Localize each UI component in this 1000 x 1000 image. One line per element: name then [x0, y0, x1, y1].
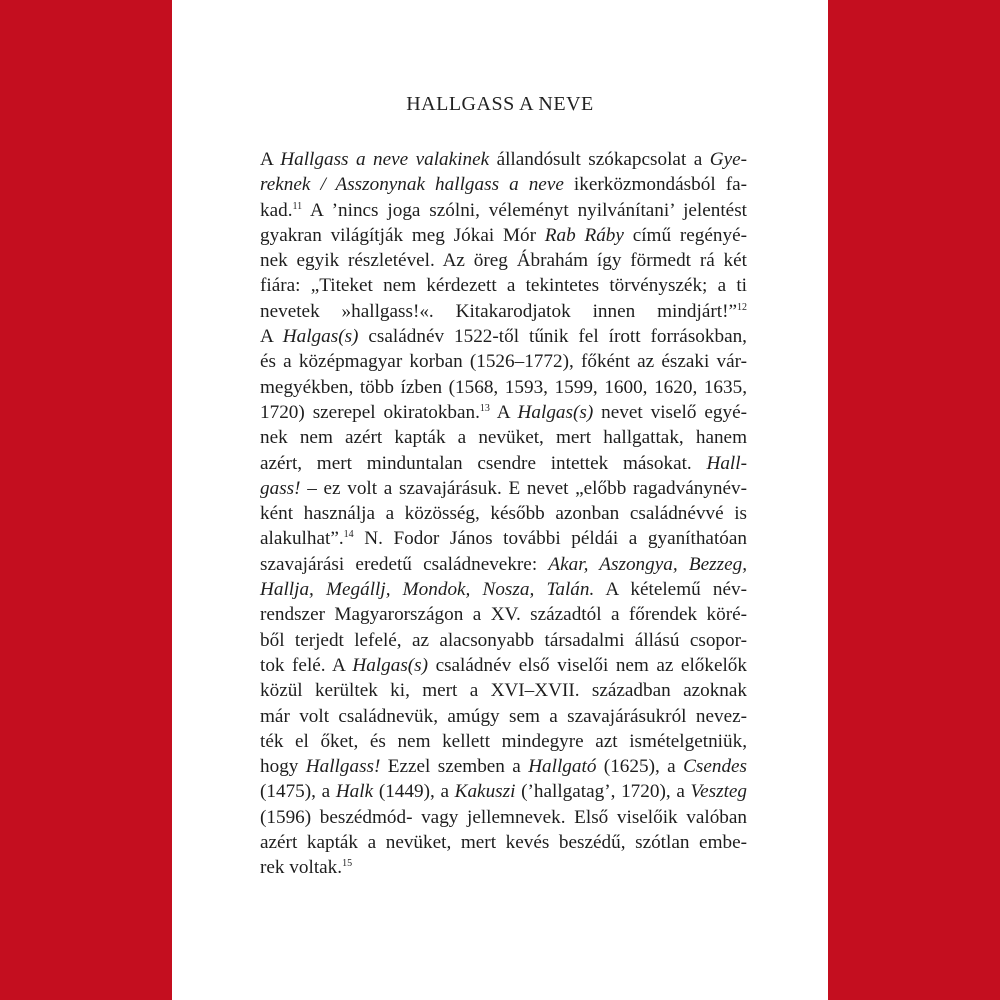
text-run: (’hallgatag’, 1720), a — [515, 781, 691, 803]
italic-text: Csendes — [683, 756, 748, 778]
text-line — [260, 552, 747, 577]
text-line — [260, 273, 747, 298]
text-line — [260, 729, 747, 754]
italic-text: Halgas(s) — [352, 654, 429, 676]
text-line — [260, 147, 747, 172]
text-line — [260, 349, 747, 374]
text-run: és a középmagyar korban (1526–1772), főként az északi vár- — [260, 351, 747, 373]
text-run: (1625), a — [596, 756, 684, 778]
text-run: A — [489, 401, 518, 423]
text-line — [260, 375, 747, 400]
italic-text: Hallgass a neve valakinek — [280, 149, 490, 170]
italic-text: Gye- — [709, 149, 747, 170]
text-run: gyakran világítják meg Jókai Mór — [260, 224, 545, 246]
text-run: (1449), a — [373, 781, 455, 803]
text-line — [260, 628, 747, 653]
text-run: ként használja a közösség, később azonban családnévvé is — [260, 503, 747, 525]
footnote-ref: 14 — [343, 529, 354, 541]
footnote-ref: 11 — [292, 200, 303, 212]
italic-text: Halgas(s) — [282, 326, 359, 348]
italic-text: Veszteg — [690, 781, 748, 803]
text-run: családnév első viselői nem az előkelők — [428, 654, 747, 676]
text-line — [260, 451, 747, 476]
text-line — [260, 830, 747, 855]
text-run: fiára: „Titeket nem kérdezett a tekintetes törvényszék; a ti — [260, 275, 747, 297]
footnote-ref: 13 — [479, 402, 490, 414]
text-run: rendszer Magyarországon a XV. századtól a főrendek köré- — [260, 604, 747, 626]
chapter-heading: HALLGASS A NEVE — [406, 93, 594, 115]
text-run: A — [260, 149, 281, 170]
text-run: azért kapták a nevüket, mert kevés beszédű, szótlan embe- — [260, 832, 747, 854]
text-run: azért, mert minduntalan csendre intettek másokat. — [260, 452, 707, 474]
text-run: Ezzel szemben a — [380, 756, 529, 778]
text-line — [260, 577, 747, 602]
text-run: A — [260, 326, 283, 348]
italic-text: Hallgass! — [305, 756, 381, 778]
italic-text: Rab Ráby — [544, 224, 624, 246]
text-line — [260, 704, 747, 729]
text-line — [260, 299, 747, 324]
italic-text: Hallja, Megállj, Mondok, Nosza, Talán. — [260, 579, 595, 601]
text-run: N. Fodor János további példái a gyaníthatóan — [353, 528, 747, 550]
text-line — [260, 855, 747, 880]
text-run: ből terjedt lefelé, az alacsonyabb társadalmi állású csopor- — [260, 629, 747, 651]
text-line — [260, 400, 747, 425]
text-run: nevet viselő egyé- — [593, 401, 747, 423]
text-line — [260, 678, 747, 703]
italic-text: gass! — [260, 477, 301, 499]
footnote-ref: 12 — [737, 301, 747, 313]
text-line — [260, 172, 747, 197]
text-run: (1596) beszédmód- vagy jellemnevek. Első viselőik valóban — [260, 806, 747, 828]
text-run: ikerközmondásból fa- — [563, 174, 747, 196]
text-line — [260, 754, 747, 779]
text-line — [260, 248, 747, 273]
text-run: – ez volt a szavajárásuk. E nevet „előbb ragadványnév- — [300, 477, 747, 499]
text-run: ték el őket, és nem kellett mindegyre azt ismételgetniük, — [260, 730, 747, 752]
text-run: nevetek »hallgass!«. Kitakarodjatok innen mindjárt!” — [260, 300, 737, 322]
text-run: már volt családnevük, amúgy sem a szavajárásukról nevez- — [260, 705, 747, 727]
text-line — [260, 324, 747, 349]
text-line — [260, 425, 747, 450]
text-run: kad. — [260, 199, 293, 221]
text-run: rek voltak. — [260, 857, 343, 879]
text-line — [260, 501, 747, 526]
text-line — [260, 476, 747, 501]
text-run: A kételemű név- — [594, 579, 747, 601]
text-line — [260, 198, 747, 223]
text-run: (1475), a — [260, 781, 336, 803]
text-run: közül kerültek ki, mert a XVI–XVII. században azoknak — [260, 680, 747, 702]
text-line — [260, 805, 747, 830]
text-line — [260, 602, 747, 627]
text-line — [260, 653, 747, 678]
text-run: hogy — [260, 756, 306, 778]
text-run: állandósult szókapcsolat a — [489, 149, 710, 170]
text-run: nek egyik részletével. Az öreg Ábrahám így förmedt rá két — [260, 250, 747, 272]
text-run: 1720) szerepel okiratokban. — [260, 401, 480, 423]
italic-text: Hall- — [706, 452, 747, 474]
text-run: A ’nincs joga szólni, véleményt nyilvánítani’ jelentést — [302, 199, 747, 221]
text-line — [260, 526, 747, 551]
body-text — [260, 147, 747, 881]
text-run: nek nem azért kapták a nevüket, mert hallgattak, hanem — [260, 427, 747, 449]
italic-text: Halk — [335, 781, 374, 803]
text-run: alakulhat”. — [260, 528, 344, 550]
italic-text: Kakuszi — [454, 781, 516, 803]
text-run: című regényé- — [623, 224, 747, 246]
text-run: megyékben, több ízben (1568, 1593, 1599, 1600, 1620, 1635, — [260, 376, 747, 398]
text-line — [260, 779, 747, 804]
italic-text: reknek / Asszonynak hallgass a neve — [260, 174, 564, 196]
text-run: szavajárási eredetű családnevekre: — [260, 553, 549, 575]
text-run: családnév 1522-től tűnik fel írott forrásokban, — [358, 326, 747, 348]
book-page — [172, 0, 828, 1000]
text-run: tok felé. A — [260, 654, 353, 676]
italic-text: Halgas(s) — [517, 401, 594, 423]
italic-text: Akar, Aszongya, Bezzeg, — [548, 553, 747, 575]
text-line — [260, 223, 747, 248]
italic-text: Hallgató — [528, 756, 597, 778]
footnote-ref: 15 — [342, 858, 353, 870]
